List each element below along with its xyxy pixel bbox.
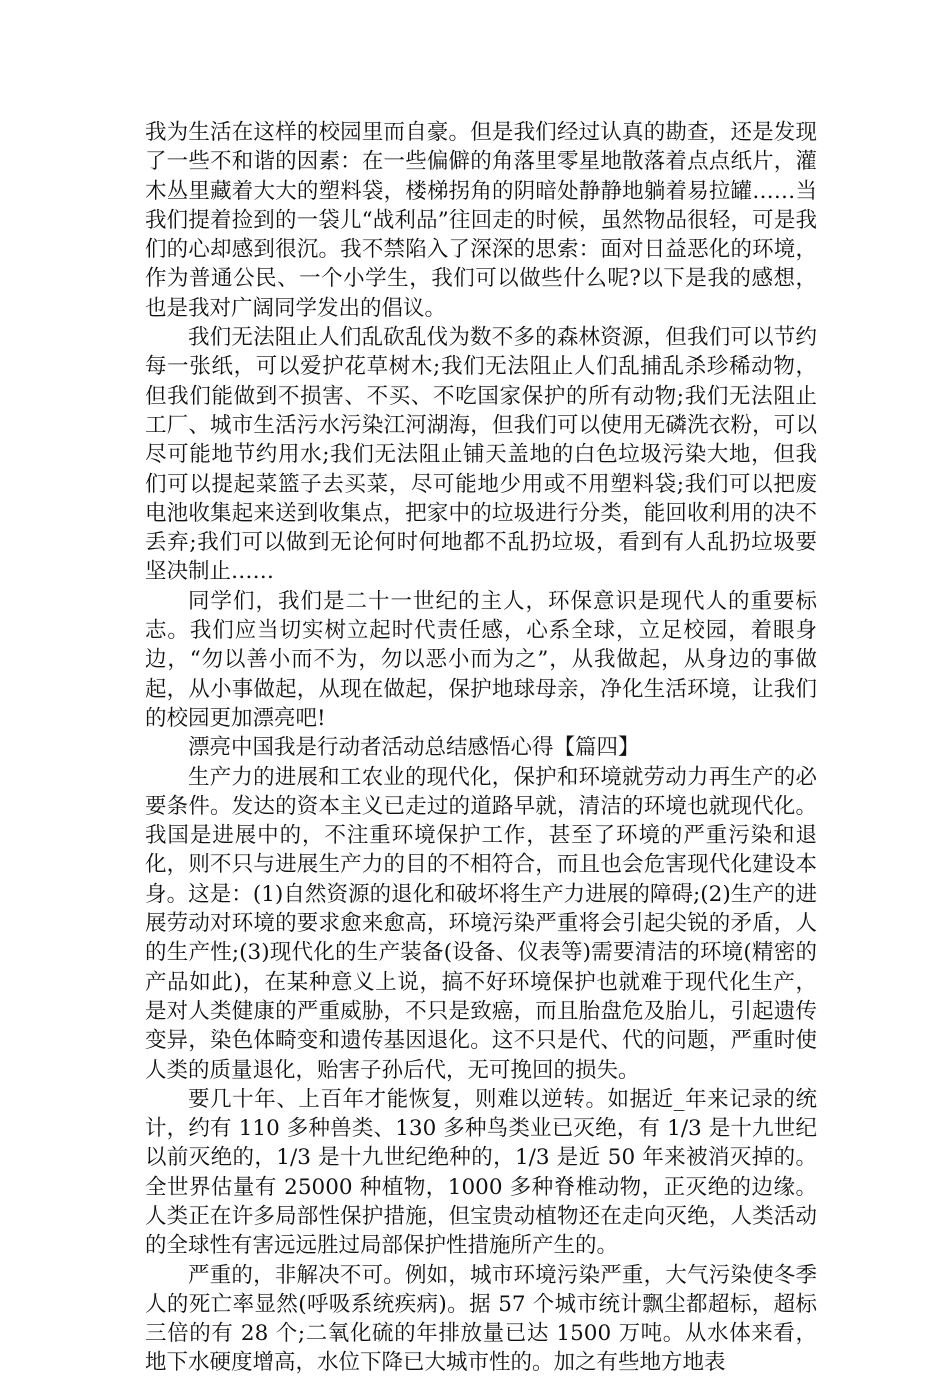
paragraph-urban-pollution: 严重的，非解决不可。例如，城市环境污染严重，大气污染使冬季人的死亡率显然(呼吸系统疾病)。据 57 个城市统计飘尘都超标，超标三倍的有 28 个;二氧化硫的年排放量已达 1500 万吨。从水体来看，地下水硬度增高，水位下降已大城市性的。加之有些地方地表 bbox=[145, 1262, 817, 1376]
section-heading-part-four: 漂亮中国我是行动者活动总结感悟心得【篇四】 bbox=[188, 735, 640, 761]
paragraph-species-extinction: 要几十年、上百年才能恢复，则难以逆转。如据近_年来记录的统计，约有 110 多种兽类、130 多种鸟类业已灭绝，有 1/3 是十九世纪以前灭绝的，1/3 是十九世纪绝种的，1/3 是近 50 年来被消灭掉的。全世界估量有 25000 种植物，1000 多种脊椎动物，正灭绝的边缘。人类正在许多局部性保护措施，但宝贵动植物还在走向灭绝，人类活动的全球性有害远远胜过局部保护性措施所产生的。 bbox=[145, 1086, 817, 1259]
paragraph-productivity: 生产力的进展和工农业的现代化，保护和环境就劳动力再生产的必要条件。发达的资本主义已走过的道路早就，清洁的环境也就现代化。我国是进展中的，不注重环境保护工作，甚至了环境的严重污染和退化，则不只与进展生产力的目的不相符合，而且也会危害现代化建设本身。这是：(1)自然资源的退化和破坏将生产力进展的障碍;(2)生产的进展劳动对环境的要求愈来愈高，环境污染严重将会引起尖锐的矛盾，人的生产性;(3)现代化的生产装备(设备、仪表等)需要清洁的环境(精密的产品如此)，在某种意义上说，搞不好环境保护也就难于现代化生产，是对人类健康的严重威胁，不只是致癌，而且胎盘危及胎儿，引起遗传变异，染色体畸变和遗传基因退化。这不只是代、代的问题，严重时使人类的质量退化，贻害子孙后代，无可挽回的损失。 bbox=[145, 764, 817, 1083]
paragraph-classmates-call: 同学们，我们是二十一世纪的主人，环保意识是现代人的重要标志。我们应当切实树立起时代责任感，心系全球，立足校园，着眼身边，“勿以善小而不为，勿以恶小而为之”，从我做起，从身边的事做起，从小事做起，从现在做起，保护地球母亲，净化生活环境，让我们的校园更加漂亮吧! bbox=[145, 588, 817, 731]
paragraph-campus-pride: 我为生活在这样的校园里而自豪。但是我们经过认真的勘查，还是发现了一些不和谐的因素：在一些偏僻的角落里零星地散落着点点纸片，灌木丛里藏着大大的塑料袋，楼梯拐角的阴暗处静静地躺着易拉罐……当我们提着捡到的一袋儿“战利品”往回走的时候，虽然物品很轻，可是我们的心却感到很沉。我不禁陷入了深深的思索：面对日益恶化的环境，作为普通公民、一个小学生，我们可以做些什么呢?以下是我的感想，也是我对广阔同学发出的倡议。 bbox=[145, 120, 817, 321]
document-page bbox=[145, 118, 817, 1378]
paragraph-we-cannot-stop: 我们无法阻止人们乱砍乱伐为数不多的森林资源，但我们可以节约每一张纸，可以爱护花草树木;我们无法阻止人们乱捕乱杀珍稀动物，但我们能做到不损害、不买、不吃国家保护的所有动物;我们无法阻止工厂、城市生活污水污染江河湖海，但我们可以使用无磷洗衣粉，可以尽可能地节约用水;我们无法阻止铺天盖地的白色垃圾污染大地，但我们可以提起菜篮子去买菜，尽可能地少用或不用塑料袋;我们可以把废电池收集起来送到收集点，把家中的垃圾进行分类，能回收利用的决不丢弃;我们可以做到无论何时何地都不乱扔垃圾，看到有人乱扔垃圾要坚决制止…… bbox=[145, 325, 817, 585]
